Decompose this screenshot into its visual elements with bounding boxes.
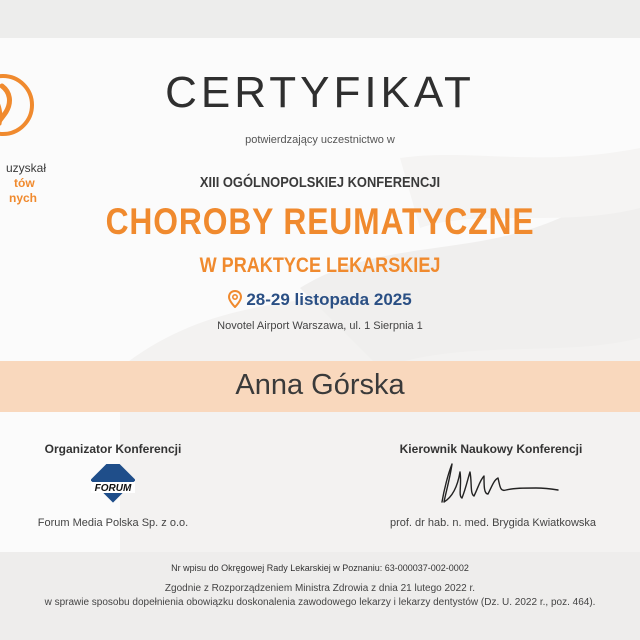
logo-text-line3: nych [9, 191, 38, 205]
certificate-title: CERTYFIKAT [165, 68, 475, 117]
logo-text-line2: tów [14, 176, 35, 190]
top-band [0, 0, 640, 38]
registration-number: Nr wpisu do Okręgowej Rady Lekarskiej w Poznaniu: 63-000037-002-0002 [171, 563, 469, 573]
organizer-label: Organizator Konferencji [44, 442, 182, 456]
scientific-lead-name: prof. dr hab. n. med. Brygida Kwiatkowska [389, 517, 597, 529]
conference-date-row [0, 290, 640, 310]
legal-basis-line2: w sprawie sposobu dopełnienia obowiązku doskonalenia zawodowego lekarzy i lekarzy dentystów (Dz. U. 2022 r., poz. 464). [44, 597, 596, 608]
legal-basis-line1: Zgodnie z Rozporządzeniem Ministra Zdrowia z dnia 21 lutego 2022 r. [164, 583, 476, 594]
logo-text-line1: uzyskał [6, 161, 47, 175]
forum-logo-text: FORUM [94, 483, 132, 494]
conference-subtitle: W PRAKTYCE LEKARSKIEJ [199, 254, 441, 277]
participant-name: Anna Górska [235, 369, 405, 401]
organizer-name: Forum Media Polska Sp. z o.o. [37, 517, 189, 529]
location-pin-icon [228, 290, 242, 308]
conference-date: 28-29 listopada 2025 [246, 290, 412, 309]
conference-title: CHOROBY REUMATYCZNE [105, 201, 535, 242]
forum-logo [91, 464, 135, 510]
certificate-subtitle: potwierdzający uczestnictwo w [245, 134, 395, 146]
certificate-card [0, 38, 640, 552]
signature [428, 458, 568, 508]
scientific-lead-label: Kierownik Naukowy Konferencji [399, 442, 583, 456]
conference-venue: Novotel Airport Warszawa, ul. 1 Sierpnia 1 [217, 320, 423, 332]
conference-ordinal-line: XIII OGÓLNOPOLSKIEJ KONFERENCJI [199, 174, 441, 191]
